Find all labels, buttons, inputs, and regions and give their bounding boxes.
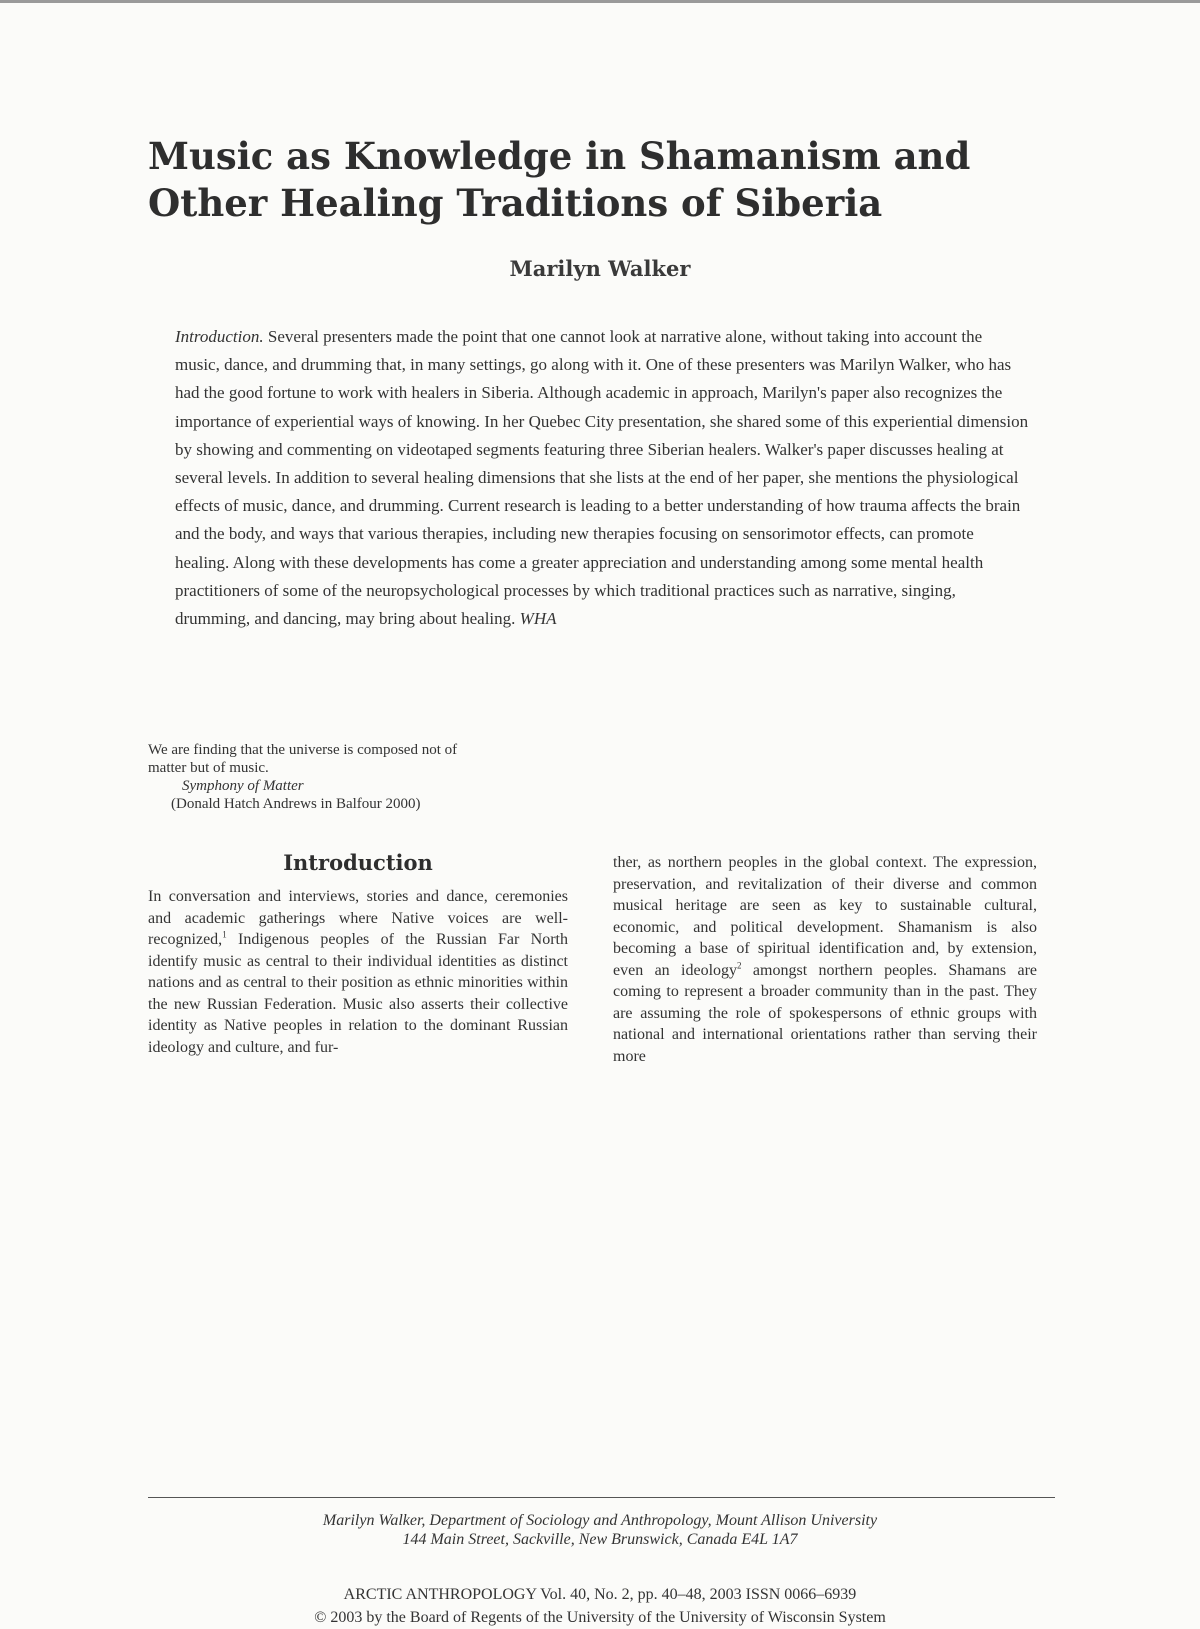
epigraph <box>148 741 548 813</box>
right-column-text-2: amongst northern peoples. Shamans are coming to represent a broader community than in the past. They are assuming the role of spokespersons of ethnic groups with national and international orientations rather than serving their more <box>613 961 1038 1065</box>
title-line-1: Music as Knowledge in Shamanism and <box>148 134 971 178</box>
author-name: Marilyn Walker <box>509 256 691 281</box>
author-affiliation <box>0 1511 1200 1549</box>
affiliation-line-1: Marilyn Walker, Department of Sociology and Anthropology, Mount Allison University <box>322 1512 878 1529</box>
footnote-ref-1[interactable]: 1 <box>222 929 227 940</box>
footnote-ref-2[interactable]: 2 <box>737 960 742 971</box>
footer-divider <box>148 1497 1055 1498</box>
epigraph-source: (Donald Hatch Andrews in Balfour 2000) <box>171 796 421 812</box>
journal-line-1: ARCTIC ANTHROPOLOGY Vol. 40, No. 2, pp. 40–48, 2003 ISSN 0066–6939 <box>343 1586 857 1603</box>
intro-signature: WHA <box>519 609 557 629</box>
epigraph-line-1: We are finding that the universe is composed not of <box>148 742 458 758</box>
intro-text: Several presenters made the point that one cannot look at narrative alone, without taking into account the music, dance, and drumming that, in many settings, go along with it. One of these presenters was Marilyn Walker, who has had the good fortune to work with healers in Siberia. Although academic in approach, Marilyn's paper also recognizes the importance of experiential ways of knowing. In her Quebec City presentation, she shared some of this experiential dimension by showing and commenting on videotaped segments featuring three Siberian healers. Walker's paper discusses healing at several levels. In addition to several healing dimensions that she lists at the end of her paper, she mentions the physiological effects of music, dance, and drumming. Current research is leading to a better understanding of how trauma affects the brain and the body, and ways that various therapies, including new therapies focusing on sensorimotor effects, can promote healing. Along with these developments has come a greater appreciation and understanding among some mental health practitioners of some of the neuropsychological processes by which traditional practices such as narrative, singing, drumming, and dancing, may bring about healing. <box>175 327 1029 629</box>
journal-citation <box>0 1583 1200 1629</box>
epigraph-source-title: Symphony of Matter <box>182 778 304 794</box>
right-column-text-1: ther, as northern peoples in the global context. The expression, preservation, and revitalization of their diverse and common musical heritage are seen as key to sustainable cultural, economic, and political development. Shamanism is also becoming a base of spiritual identification and, by extension, even an ideology <box>613 854 1037 979</box>
top-edge-line <box>0 0 1200 3</box>
editorial-introduction <box>175 323 1030 633</box>
affiliation-line-2: 144 Main Street, Sackville, New Brunswick, Canada E4L 1A7 <box>402 1531 798 1548</box>
body-column-right <box>613 852 1037 1067</box>
epigraph-line-2: matter but of music. <box>148 760 269 776</box>
left-column-text-2: Indigenous peoples of the Russian Far North identify music as central to their individual identities as distinct nations and as central to their position as ethnic minorities within the new Russian Federation. Music also asserts their collective identity as Native peoples in relation to the dominant Russian ideology and culture, and fur- <box>148 931 568 1056</box>
copyright-line: © 2003 by the Board of Regents of the University of the University of Wisconsin System <box>314 1609 886 1626</box>
body-column-left <box>148 886 568 1058</box>
left-column-text-1: In conversation and interviews, stories and dance, ceremonies and academic gatherings where Native voices are well-recognized, <box>148 888 568 948</box>
title-line-2: Other Healing Traditions of Siberia <box>148 181 883 225</box>
section-heading: Introduction <box>283 850 433 875</box>
intro-label: Introduction. <box>175 327 264 346</box>
article-title <box>148 133 1048 227</box>
